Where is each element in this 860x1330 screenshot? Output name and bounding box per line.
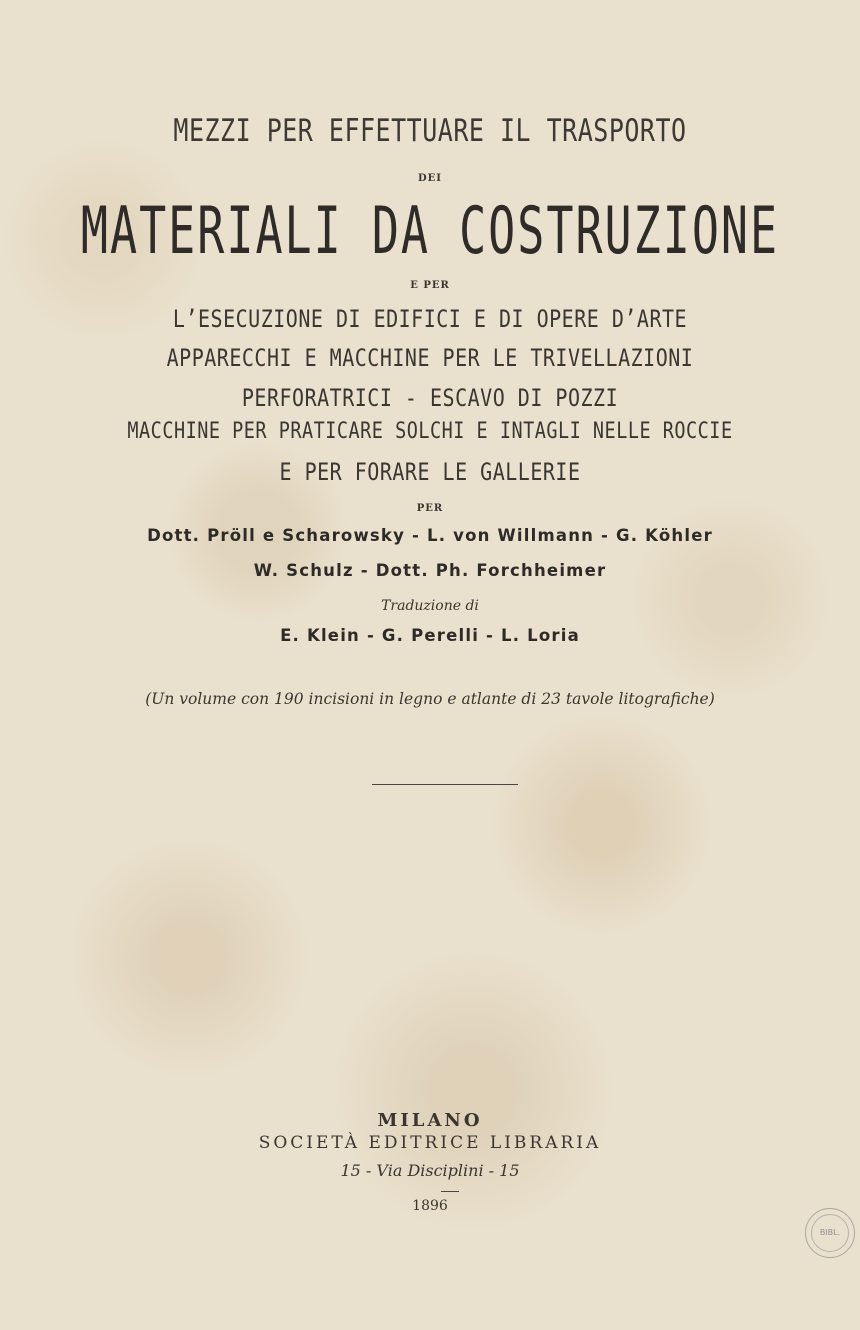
imprint-publisher: SOCIETÀ EDITRICE LIBRARIA	[258, 1133, 602, 1153]
imprint-year: 1896	[412, 1198, 448, 1214]
imprint-address: 15 - Via Disciplini - 15	[340, 1161, 520, 1180]
title-line-1: MEZZI PER EFFETTUARE IL TRASPORTO	[173, 112, 687, 149]
library-stamp	[805, 1208, 855, 1258]
subtitle-line-5: E PER FORARE LE GALLERIE	[279, 457, 581, 486]
subtitle-line-2: APPARECCHI E MACCHINE PER LE TRIVELLAZIONI	[166, 343, 694, 372]
divider-rule	[372, 784, 518, 785]
imprint-city: MILANO	[377, 1110, 483, 1131]
per-label: PER	[416, 503, 444, 514]
imprint-dash	[441, 1191, 459, 1192]
authors-line-1: Dott. Pröll e Scharowsky - L. von Willmann - G. Köhler	[147, 526, 713, 545]
volume-note: (Un volume con 190 incisioni in legno e atlante di 23 tavole litografiche)	[145, 690, 715, 708]
library-stamp-text: BIBL.	[819, 1227, 841, 1237]
authors-line-2: W. Schulz - Dott. Ph. Forchheimer	[253, 561, 607, 580]
subtitle-line-3: PERFORATRICI - ESCAVO DI POZZI	[241, 383, 619, 412]
translators: E. Klein - G. Perelli - L. Loria	[280, 626, 580, 645]
subtitle-line-4: MACCHINE PER PRATICARE SOLCHI E INTAGLI NELLE ROCCIE	[127, 419, 733, 445]
title-conjunction-e-per: E PER	[410, 280, 450, 291]
title-conjunction-dei: DEI	[418, 173, 442, 184]
subtitle-line-1: L’ESECUZIONE DI EDIFICI E DI OPERE D’ARTE	[172, 304, 688, 333]
translation-label: Traduzione di	[381, 598, 479, 614]
main-title: MATERIALI DA COSTRUZIONE	[80, 192, 780, 269]
